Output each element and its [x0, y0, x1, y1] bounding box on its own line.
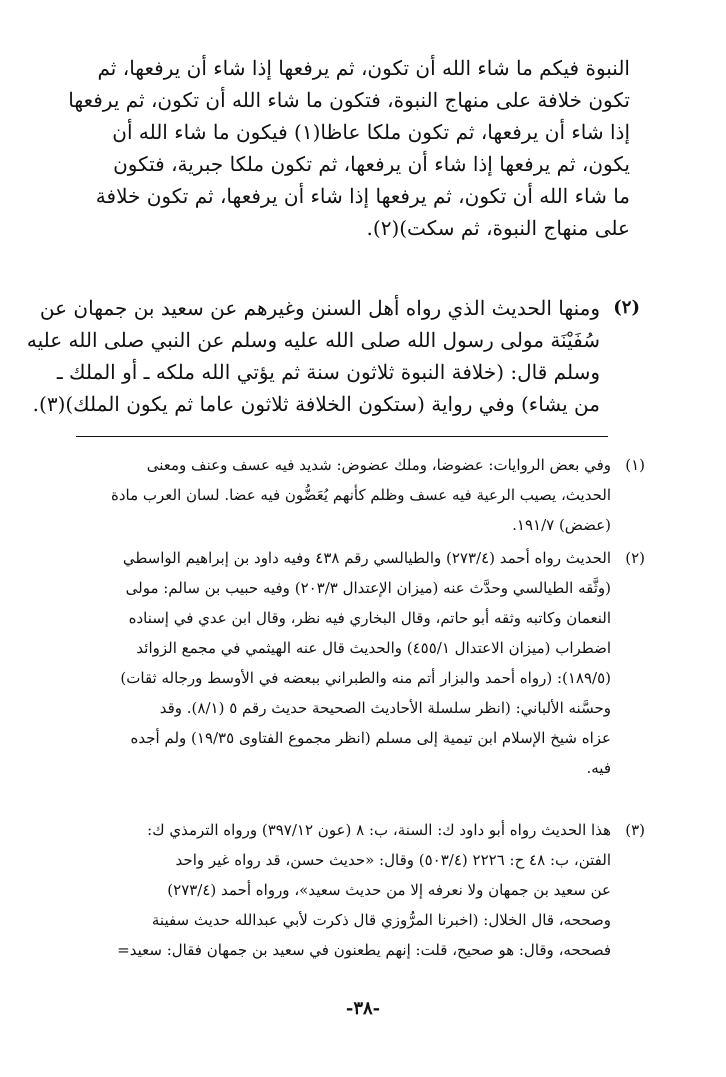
item-line: ومنها الحديث الذي رواه أهل السنن وغيرهم عن سعيد بن جمهان عن: [39, 296, 600, 320]
footnote-line: الحديث رواه أحمد (٢٧٣/٤) والطيالسي رقم ٤٣٨ وفيه داود بن إبراهيم الواسطي: [122, 549, 611, 567]
footnote-line: الفتن، ب: ٤٨ ح: ٢٢٢٦ (٥٠٣/٤) وقال: «حديث حسن، قد رواه غير واحد: [175, 851, 611, 869]
item-number: (٢): [613, 297, 640, 318]
footnote-line: وصححه، قال الخلال: (اخبرنا المرُّوزي قال ذكرت لأبي عبدالله حديث سفينة: [151, 911, 611, 929]
footnote-number: (٣): [625, 821, 645, 839]
main-text: [70, 52, 630, 244]
footnote-line: الحديث، يصيب الرعية فيه عسف وظلم كأنهم يُعَضُّون فيه عضا. لسان العرب مادة: [110, 486, 611, 504]
item-line: وسلم قال: (خلافة النبوة ثلاثون سنة ثم يؤتي الله ملكه ـ أو الملك ـ: [56, 360, 600, 384]
footnote-line: عن سعيد بن جمهان ولا نعرفه إلا من حديث سعيد»، ورواه أحمد (٢٧٣/٤): [167, 881, 611, 899]
hadith-item-2: [26, 292, 640, 420]
item-body: [26, 292, 600, 420]
footnote-line: فيه.: [586, 759, 611, 777]
main-line: ما شاء الله أن تكون، ثم يرفعها إذا شاء أن يرفعها، ثم تكون خلافة: [95, 184, 630, 208]
item-line: من يشاء) وفي رواية (ستكون الخلافة ثلاثون عاما ثم يكون الملك)(٣).: [32, 392, 600, 416]
footnote-line: اضطراب (ميزان الاعتدال ٤٥٥/١) والحديث قال عنه الهيثمي في مجمع الزوائد: [136, 639, 611, 657]
footnote-line: النعمان وكاتبه وثقه أبو حاتم، وقال البخاري فيه نظر، وقال ابن عدي في إسناده: [128, 609, 611, 627]
footnote-3: [60, 815, 645, 965]
main-line: يكون، ثم يرفعها إذا شاء أن يرفعها، ثم تكون ملكا جبرية، فتكون: [113, 152, 630, 176]
footnote-line: وفي بعض الروايات: عضوضا، وملك عضوض: شديد فيه عسف وعنف ومعنى: [146, 456, 611, 474]
main-line: تكون خلافة على منهاج النبوة، فتكون ما شاء الله أن تكون، ثم يرفعها: [68, 88, 630, 112]
footnote-line: (عضض) ١٩١/٧.: [512, 516, 611, 534]
footnote-line: (وثَّقه الطيالسي وحدَّث عنه (ميزان الإعتدال ٢٠٣/٣) وفيه حبيب بن سالم: مولى: [125, 579, 611, 597]
footnote-body: [60, 450, 611, 540]
item-line: سُفَيْنَة مولى رسول الله صلى الله عليه وسلم عن النبي صلى الله عليه: [26, 328, 600, 352]
footnote-body: [60, 815, 611, 965]
footnote-line: عزاه شيخ الإسلام ابن تيمية إلى مسلم (انظر مجموع الفتاوى ١٩/٣٥) ولم أجده: [130, 729, 611, 747]
footnote-body: [60, 543, 611, 783]
footnote-line: فصححه، وقال: هو صحيح، قلت: إنهم يطعنون في سعيد بن جمهان فقال: سعيد=: [117, 941, 611, 959]
main-line: النبوة فيكم ما شاء الله أن تكون، ثم يرفعها إذا شاء أن يرفعها، ثم: [97, 56, 630, 80]
footnote-number: (١): [625, 456, 645, 474]
main-line: إذا شاء أن يرفعها، ثم تكون ملكا عاظا(١) فيكون ما شاء الله أن: [112, 120, 630, 144]
footnote-2: [60, 543, 645, 783]
footnote-line: وحسَّنه الألباني: (انظر سلسلة الأحاديث الصحيحة حديث رقم ٥ (٨/١). وقد: [159, 699, 611, 717]
footnote-separator: [76, 436, 608, 437]
footnote-line: هذا الحديث رواه أبو داود ك: السنة، ب: ٨ (عون ٣٩٧/١٢) ورواه الترمذي ك:: [147, 821, 611, 839]
main-line: على منهاج النبوة، ثم سكت)(٢).: [366, 216, 630, 240]
footnote-1: [60, 450, 645, 540]
footnote-line: (١٨٩/٥): (رواه أحمد والبزار أتم منه والطبراني ببعضه في الأوسط ورجاله ثقات): [120, 669, 611, 687]
footnote-number: (٢): [625, 549, 645, 567]
page-number: -٣٨-: [345, 998, 381, 1019]
